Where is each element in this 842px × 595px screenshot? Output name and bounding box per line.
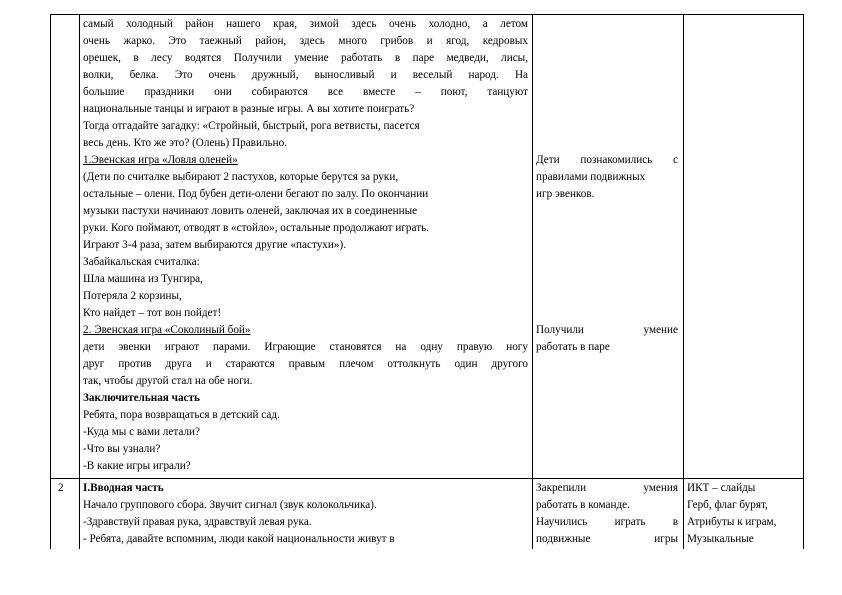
row1-content-line: волки, белка. Это очень дружный, выносливый и веселый народ. На (83, 69, 528, 81)
row2-means-line: Герб, флаг бурят, (687, 499, 768, 511)
row1-result-line: правилами подвижных (536, 171, 646, 183)
blank-line (536, 288, 678, 305)
column-divider-2 (532, 14, 533, 549)
row-number: 2 (58, 482, 64, 494)
blank-line (536, 203, 678, 220)
lesson-plan-table (50, 14, 803, 549)
row1-result-line: работать в паре (536, 341, 610, 353)
row1-content-line: -Что вы узнали? (83, 443, 161, 455)
table-border-left (50, 14, 51, 549)
row1-content-line: (Дети по считалке выбирают 2 пастухов, которые берутся за руки, (83, 171, 399, 183)
row1-content-line: -В какие игры играли? (83, 460, 191, 472)
row2-means-cell (687, 480, 801, 548)
row1-content-line: так, чтобы другой стал на обе ноги. (83, 375, 253, 387)
row2-content-cell (83, 480, 528, 548)
row2-content-line: - Ребята, давайте вспомним, люди какой национальности живут в (83, 533, 395, 545)
row1-content-line: Заключительная часть (83, 392, 200, 404)
row1-content-line: орешек, в лесу водятся Получили умение работать в паре медведи, лисы, (83, 52, 528, 64)
row1-content-line: -Куда мы с вами летали? (83, 426, 200, 438)
row2-means-line: Музыкальные (687, 533, 754, 545)
row1-result-line: игр эвенков. (536, 188, 595, 200)
column-divider-1 (79, 14, 80, 549)
row1-content-line: Ребята, пора возвращаться в детский сад. (83, 409, 280, 421)
row-divider (50, 478, 804, 479)
row1-content-line: весь день. Кто же это? (Олень) Правильно. (83, 137, 288, 149)
row1-content-line: Шла машина из Тунгира, (83, 273, 203, 285)
row1-content-line: очень жарко. Это таежный район, здесь много грибов и ягод, кедровых (83, 35, 528, 47)
table-border-right (803, 14, 804, 549)
row2-result-cell (536, 480, 678, 548)
blank-line (536, 237, 678, 254)
row1-content-line: Играют 3-4 раза, затем выбираются другие «пастухи»). (83, 239, 346, 251)
row1-content-line: Потеряла 2 корзины, (83, 290, 182, 302)
row1-content-line: остальные – олени. Под бубен дети-олени бегают по залу. По окончании (83, 188, 429, 200)
row2-result-line: Закрепили умения (536, 482, 678, 494)
row1-content-line: самый холодный район нашего края, зимой здесь очень холодно, а летом (83, 18, 528, 30)
column-divider-3 (683, 14, 684, 549)
row1-content-line: большие праздники они собираются все вместе – поют, танцуют (83, 86, 528, 98)
row1-content-line: Забайкальская считалка: (83, 256, 200, 268)
row2-result-line: Научились играть в (536, 516, 678, 528)
blank-line (536, 220, 678, 237)
row2-content-line: -Здравствуй правая рука, здравствуй левая рука. (83, 516, 312, 528)
row2-means-line: Атрибуты к играм, (687, 516, 777, 528)
blank-line (536, 305, 678, 322)
row1-content-line: национальные танцы и играют в разные игры. А вы хотите поиграть? (83, 103, 415, 115)
row1-content-line: музыки пастухи начинают ловить оленей, заключая их в соединенные (83, 205, 418, 217)
row1-result-line: Получили умение (536, 324, 678, 336)
row1-result-cell (536, 152, 678, 356)
row1-content-line: 2. Эвенская игра «Соколиный бой» (83, 324, 251, 336)
row2-number-cell (50, 480, 79, 497)
row1-content-line: 1.Эвенская игра «Ловля оленей» (83, 154, 238, 166)
row2-result-line: подвижные игры (536, 533, 678, 545)
row1-content-cell (83, 16, 528, 475)
blank-line (536, 254, 678, 271)
row1-content-line: руки. Кого поймают, отводят в «стойло», остальные продолжают играть. (83, 222, 429, 234)
row1-content-line: Кто найдет – тот вон пойдет! (83, 307, 222, 319)
row1-content-line: Тогда отгадайте загадку: «Стройный, быстрый, рога ветвисты, пасется (83, 120, 420, 132)
row2-content-line: Начало группового сбора. Звучит сигнал (звук колокольчика). (83, 499, 377, 511)
table-border-top (50, 14, 804, 15)
row2-result-line: работать в команде. (536, 499, 630, 511)
row2-content-line: I.Вводная часть (83, 482, 164, 494)
row2-means-line: ИКТ – слайды (687, 482, 756, 494)
row1-content-line: дети эвенки играют парами. Играющие становятся на одну правую ногу (83, 341, 528, 353)
blank-line (536, 271, 678, 288)
row1-result-line: Дети познакомились с (536, 154, 678, 166)
row1-content-line: друг против друга и стараются правым плечом оттолкнуть один другого (83, 358, 528, 370)
